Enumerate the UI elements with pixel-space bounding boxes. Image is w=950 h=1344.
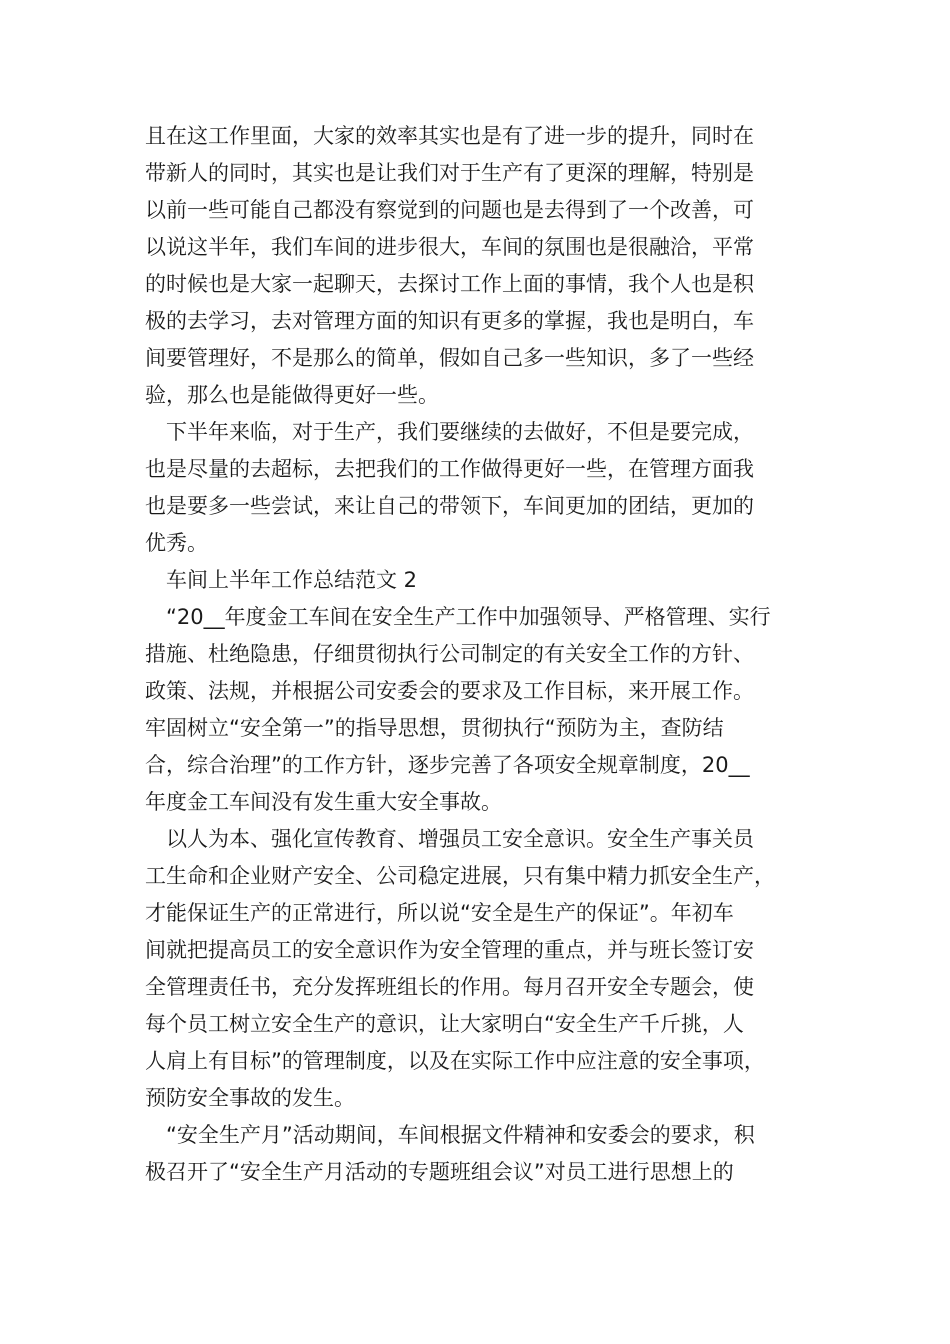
text-line: 优秀。: [145, 531, 208, 555]
text-line: 间要管理好，不是那么的简单，假如自己多一些知识，多了一些经: [145, 346, 754, 370]
paragraph-1: [145, 118, 825, 414]
text-line: 合，综合治理”的工作方针，逐步完善了各项安全规章制度，20__: [145, 753, 750, 777]
text-line: 全管理责任书，充分发挥班组长的作用。每月召开安全专题会，使: [145, 975, 754, 999]
text-line: 才能保证生产的正常进行，所以说“安全是生产的保证”。年初车: [145, 901, 734, 925]
text-line: “20__年度金工车间在安全生产工作中加强领导、严格管理、实行: [145, 605, 771, 629]
text-line: 预防安全事故的发生。: [145, 1086, 355, 1110]
text-line: 以说这半年，我们车间的进步很大，车间的氛围也是很融洽，平常: [145, 235, 754, 259]
paragraph-2: [145, 414, 825, 562]
text-line: 以前一些可能自己都没有察觉到的问题也是去得到了一个改善，可: [145, 198, 754, 222]
text-line: 也是要多一些尝试，来让自己的带领下，车间更加的团结，更加的: [145, 494, 754, 518]
section-heading: [145, 562, 825, 599]
paragraph-3: [145, 599, 825, 821]
text-line: 以人为本、强化宣传教育、增强员工安全意识。安全生产事关员: [145, 827, 754, 851]
text-line: 带新人的同时，其实也是让我们对于生产有了更深的理解，特别是: [145, 161, 754, 185]
text-line: 间就把提高员工的安全意识作为安全管理的重点，并与班长签订安: [145, 938, 754, 962]
text-line: 下半年来临，对于生产，我们要继续的去做好，不但是要完成，: [145, 420, 754, 444]
text-line: 每个员工树立安全生产的意识，让大家明白“安全生产千斤挑，人: [145, 1012, 744, 1036]
text-line: 牢固树立“安全第一”的指导思想，贯彻执行“预防为主，查防结: [145, 716, 724, 740]
text-line: 人肩上有目标”的管理制度，以及在实际工作中应注意的安全事项，: [145, 1049, 765, 1073]
text-line: 极的去学习，去对管理方面的知识有更多的掌握，我也是明白，车: [145, 309, 754, 333]
text-line: “安全生产月”活动期间，车间根据文件精神和安委会的要求，积: [145, 1123, 755, 1147]
text-line: 验，那么也是能做得更好一些。: [145, 383, 439, 407]
text-line: 年度金工车间没有发生重大安全事故。: [145, 790, 502, 814]
paragraph-5: [145, 1117, 825, 1191]
text-line: 且在这工作里面，大家的效率其实也是有了进一步的提升，同时在: [145, 124, 754, 148]
paragraph-4: [145, 821, 825, 1117]
text-line: 政策、法规，并根据公司安委会的要求及工作目标，来开展工作。: [145, 679, 754, 703]
text-line: 措施、杜绝隐患，仔细贯彻执行公司制定的有关安全工作的方针、: [145, 642, 754, 666]
text-line: 也是尽量的去超标，去把我们的工作做得更好一些，在管理方面我: [145, 457, 754, 481]
text-line: 工生命和企业财产安全、公司稳定进展，只有集中精力抓安全生产，: [145, 864, 775, 888]
document-body: [145, 118, 825, 1191]
text-line: 的时候也是大家一起聊天，去探讨工作上面的事情，我个人也是积: [145, 272, 754, 296]
text-line: 极召开了“安全生产月活动的专题班组会议”对员工进行思想上的: [145, 1160, 734, 1184]
heading-line: 车间上半年工作总结范文 2: [145, 568, 418, 592]
